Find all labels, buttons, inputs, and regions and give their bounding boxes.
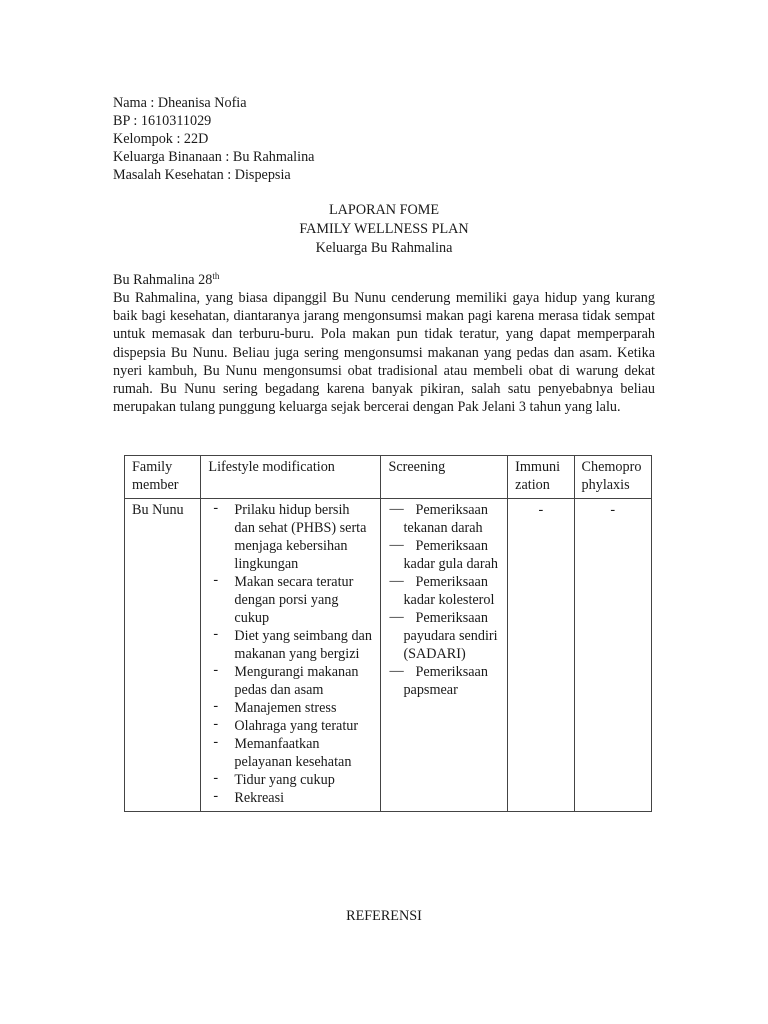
list-item: — Pemeriksaan kadar kolesterol [389, 573, 495, 608]
lifestyle-list [208, 501, 373, 807]
referensi-heading: REFERENSI [346, 908, 422, 924]
list-item: - Olahraga yang teratur [208, 717, 373, 735]
lifestyle-cell [201, 499, 381, 812]
header-lifestyle: Lifestyle modification [201, 456, 381, 499]
masalah-line: Masalah Kesehatan : Dispepsia [113, 167, 291, 183]
table-header-row [125, 456, 652, 499]
dash-bullet: — [389, 573, 404, 589]
report-title [0, 201, 768, 258]
header-screening: Screening [381, 456, 508, 499]
title-line-2: FAMILY WELLNESS PLAN [299, 221, 469, 237]
nama-line: Nama : Dheanisa Nofia [113, 95, 247, 111]
dash-bullet: — [389, 537, 404, 553]
bp-line: BP : 1610311029 [113, 113, 212, 129]
list-item: - Diet yang seimbang dan makanan yang bergizi [208, 627, 373, 663]
list-item: - Rekreasi [208, 789, 373, 807]
dash-bullet: — [389, 609, 404, 625]
list-item: — Pemeriksaan papsmear [389, 663, 488, 698]
wellness-plan-table [124, 455, 652, 812]
subheading-name: Bu Rahmalina 28 [113, 272, 213, 288]
case-paragraph: Bu Rahmalina, yang biasa dipanggil Bu Nunu cenderung memiliki gaya hidup yang kurang baik bagi kesehatan, diantaranya jarang mengonsumsi makan pagi karena merasa tidak sempat untuk memasak dan terburu-buru. Pola makan pun tidak teratur, yang dapat memperparah dispepsia Bu Nunu. Beliau juga sering mengonsumsi makanan yang pedas dan asam. Ketika nyeri kambuh, Bu Nunu mengonsumsi obat tradisional atau membeli obat di warung dekat rumah. Bu Nunu sering begadang karena banyak pikiran, salah satu penyebabnya beliau merupakan tulang punggung keluarga sejak bercerai dengan Pak Jelani 3 tahun yang lalu. [113, 290, 655, 416]
kelompok-line: Kelompok : 22D [113, 131, 209, 147]
dash-bullet: — [389, 663, 404, 679]
list-item: — Pemeriksaan payudara sendiri (SADARI) [389, 609, 498, 662]
list-item: — Pemeriksaan kadar gula darah [389, 537, 498, 572]
list-item: - Tidur yang cukup [208, 771, 373, 789]
list-item: - Mengurangi makanan pedas dan asam [208, 663, 373, 699]
list-item: — Pemeriksaan tekanan darah [389, 501, 488, 536]
case-subheading [113, 271, 219, 289]
list-item: - Manajemen stress [208, 699, 373, 717]
list-item: - Prilaku hidup bersih dan sehat (PHBS) serta menjaga kebersihan lingkungan [208, 501, 373, 573]
table-row [125, 499, 652, 812]
member-cell: Bu Nunu [125, 499, 201, 812]
header-immunization: Immuni zation [508, 456, 574, 499]
screening-list [388, 501, 500, 699]
list-item: - Makan secara teratur dengan porsi yang cukup [208, 573, 373, 627]
identity-header [113, 94, 314, 184]
dash-bullet: — [389, 501, 404, 517]
subheading-sup: th [212, 271, 220, 281]
header-family-member: Family member [125, 456, 201, 499]
title-line-1: LAPORAN FOME [329, 202, 439, 218]
title-line-3: Keluarga Bu Rahmalina [315, 240, 453, 256]
screening-cell [381, 499, 508, 812]
list-item: - Memanfaatkan pelayanan kesehatan [208, 735, 373, 771]
chemoprophylaxis-cell: - [574, 499, 651, 812]
header-chemoprophylaxis: Chemopro phylaxis [574, 456, 651, 499]
keluarga-line: Keluarga Binanaan : Bu Rahmalina [113, 149, 315, 165]
immunization-cell: - [508, 499, 574, 812]
